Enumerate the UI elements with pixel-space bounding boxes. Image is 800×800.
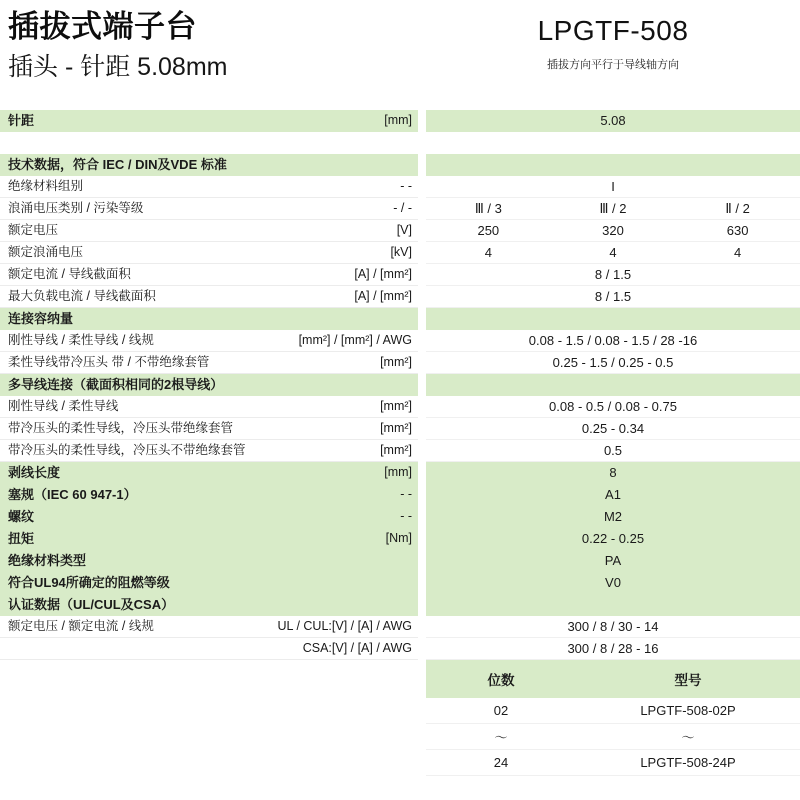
column-gap xyxy=(418,132,426,154)
spec-section-header xyxy=(0,550,800,572)
spec-value-cell xyxy=(426,550,800,572)
column-gap xyxy=(418,242,426,264)
spec-value-sub: Ⅲ / 2 xyxy=(599,200,627,216)
model-table-header-positions: 位数 xyxy=(487,673,515,688)
spec-value-sub: Ⅱ / 2 xyxy=(725,200,750,216)
spec-value-cell xyxy=(426,396,800,418)
page-subtitle: 插头 - 针距 5.08mm xyxy=(8,53,228,81)
spec-row xyxy=(0,264,800,286)
spec-value-cell xyxy=(426,110,800,132)
model-name-value: LPGTF-508-02P xyxy=(640,703,736,718)
spec-unit: CSA:[V] / [A] / AWG xyxy=(302,641,412,655)
spec-value-cell xyxy=(426,638,800,660)
spec-value: 300 / 8 / 30 - 14 xyxy=(567,618,659,634)
spec-label-cell xyxy=(0,462,418,484)
spec-value-cell xyxy=(426,594,800,616)
spec-value-sub: 250 xyxy=(477,222,500,238)
spec-value-cell xyxy=(426,484,800,506)
spec-spacer xyxy=(0,132,800,154)
column-gap xyxy=(418,484,426,506)
spec-value-cell xyxy=(426,440,800,462)
spec-value-cell xyxy=(426,220,800,242)
spec-unit: [mm] xyxy=(384,113,412,127)
spec-label-cell xyxy=(0,418,418,440)
spec-value-sub: 4 xyxy=(609,244,617,260)
spec-value-cell xyxy=(426,308,800,330)
spec-label: 扭矩 xyxy=(8,531,35,546)
column-gap xyxy=(418,462,426,484)
spec-unit: [mm²] / [mm²] / AWG xyxy=(298,333,412,347)
model-table-row xyxy=(426,724,800,750)
spec-value-cell xyxy=(426,286,800,308)
spec-unit: [mm] xyxy=(384,465,412,479)
spec-label: 符合UL94所确定的阻燃等级 xyxy=(8,575,170,590)
spec-label-cell xyxy=(0,440,418,462)
spec-label-cell xyxy=(0,242,418,264)
column-gap xyxy=(418,594,426,616)
spec-value-cell xyxy=(426,154,800,176)
spec-unit: UL / CUL:[V] / [A] / AWG xyxy=(277,619,412,633)
spec-value: 0.25 - 0.34 xyxy=(581,420,645,436)
spec-label-cell xyxy=(0,396,418,418)
spec-label: 认证数据（UL/CUL及CSA） xyxy=(8,597,175,612)
spec-label: 最大负载电流 / 导线截面积 xyxy=(8,289,156,303)
spec-value: V0 xyxy=(605,574,621,590)
page-title: 插拔式端子台 xyxy=(8,9,197,44)
spec-value-cell xyxy=(426,462,800,484)
spec-unit: [Nm] xyxy=(385,531,412,545)
spec-label: 连接容纳量 xyxy=(8,311,74,326)
model-table-header-model: 型号 xyxy=(674,673,702,688)
spec-value-sub: 320 xyxy=(602,222,624,238)
spec-value-cell xyxy=(426,506,800,528)
column-gap xyxy=(418,506,426,528)
spec-value-cell xyxy=(426,198,800,220)
spec-unit: [mm²] xyxy=(380,399,412,413)
spec-value: 8 / 1.5 xyxy=(594,266,632,282)
spec-value-sub: 4 xyxy=(734,244,742,260)
spec-value: 8 xyxy=(609,464,617,480)
column-gap xyxy=(418,110,426,132)
spec-label-cell xyxy=(0,550,418,572)
spec-label: 多导线连接（截面积相同的2根导线） xyxy=(8,377,224,392)
spec-label-cell xyxy=(0,528,418,550)
column-gap xyxy=(418,374,426,396)
spec-section-header xyxy=(0,528,800,550)
spec-row xyxy=(0,352,800,374)
spec-unit: [kV] xyxy=(390,245,412,259)
spec-value-cell xyxy=(426,374,800,396)
spec-label: 额定电流 / 导线截面积 xyxy=(8,267,131,281)
spec-value-cell xyxy=(426,132,800,154)
spec-label: 绝缘材料类型 xyxy=(8,553,87,568)
spec-label-cell xyxy=(0,264,418,286)
spec-row xyxy=(0,638,800,660)
spec-section-header xyxy=(0,374,800,396)
spec-label: 刚性导线 / 柔性导线 xyxy=(8,399,119,413)
model-note: 插拔方向平行于导线轴方向 xyxy=(547,59,679,71)
spec-row xyxy=(0,286,800,308)
spec-section-header xyxy=(0,110,800,132)
column-gap xyxy=(418,572,426,594)
spec-value-cell xyxy=(426,572,800,594)
column-gap xyxy=(418,616,426,638)
spec-label: 绝缘材料组别 xyxy=(8,179,84,193)
spec-label: 技术数据，符合 IEC / DIN及VDE 标准 xyxy=(8,157,227,172)
spec-row xyxy=(0,176,800,198)
spec-label: 柔性导线带冷压头 带 / 不带绝缘套管 xyxy=(8,355,210,369)
spec-label-cell xyxy=(0,330,418,352)
column-gap xyxy=(418,286,426,308)
spec-label-cell xyxy=(0,572,418,594)
spec-value: PA xyxy=(604,552,622,568)
column-gap xyxy=(418,352,426,374)
model-block xyxy=(426,8,800,74)
model-name-value: LPGTF-508-24P xyxy=(640,755,736,770)
spec-value-cell xyxy=(426,264,800,286)
spec-value: M2 xyxy=(603,508,623,524)
model-number: LPGTF-508 xyxy=(537,15,689,46)
spec-label-cell xyxy=(0,616,418,638)
spec-label: 刚性导线 / 柔性导线 / 线规 xyxy=(8,333,154,347)
column-gap xyxy=(418,198,426,220)
column-gap xyxy=(418,308,426,330)
column-gap xyxy=(418,440,426,462)
model-table-row xyxy=(426,750,800,776)
spec-label-cell xyxy=(0,176,418,198)
model-positions-value: 02 xyxy=(493,703,509,718)
spec-row xyxy=(0,396,800,418)
spec-value-sub: 4 xyxy=(484,244,492,260)
spec-unit: [A] / [mm²] xyxy=(354,289,412,303)
spec-section-header xyxy=(0,594,800,616)
spec-value-cell xyxy=(426,352,800,374)
spec-unit: [A] / [mm²] xyxy=(354,267,412,281)
spec-label: 额定电压 / 额定电流 / 线规 xyxy=(8,619,154,633)
spec-value: 0.08 - 1.5 / 0.08 - 1.5 / 28 -16 xyxy=(528,332,698,348)
spec-section-header xyxy=(0,506,800,528)
spec-value-cell xyxy=(426,176,800,198)
spec-unit: - - xyxy=(400,179,412,193)
spec-value-cell xyxy=(426,330,800,352)
column-gap xyxy=(418,528,426,550)
spec-label: 塞规（IEC 60 947-1） xyxy=(8,487,137,502)
spec-label-cell xyxy=(0,198,418,220)
spec-label-cell xyxy=(0,110,418,132)
spec-value: 0.5 xyxy=(603,442,623,458)
column-gap xyxy=(418,638,426,660)
spec-label-cell xyxy=(0,220,418,242)
model-table-header-row xyxy=(426,660,800,698)
spec-label-cell xyxy=(0,638,418,660)
spec-value-cell xyxy=(426,528,800,550)
spec-value: 0.08 - 0.5 / 0.08 - 0.75 xyxy=(549,398,677,414)
model-name-value: 〜 xyxy=(681,730,695,745)
spec-value-cell xyxy=(426,242,800,264)
spec-section-header xyxy=(0,484,800,506)
spec-value: 5.08 xyxy=(600,112,626,128)
spec-value-cell xyxy=(426,616,800,638)
spec-label: 额定浪涌电压 xyxy=(8,245,84,259)
document-header xyxy=(0,0,800,110)
spec-row xyxy=(0,242,800,264)
spec-label-cell xyxy=(0,374,418,396)
spec-unit: [V] xyxy=(396,223,412,237)
spec-value-sub: 630 xyxy=(726,222,749,238)
spec-value: 8 / 1.5 xyxy=(594,288,632,304)
spec-unit: - - xyxy=(400,509,412,523)
column-gap xyxy=(418,264,426,286)
spec-label-cell xyxy=(0,286,418,308)
spec-label: 针距 xyxy=(8,113,35,128)
model-table-row xyxy=(426,698,800,724)
spec-label: 带冷压头的柔性导线，冷压头不带绝缘套管 xyxy=(8,443,246,457)
model-number-table xyxy=(426,660,800,776)
column-gap xyxy=(418,550,426,572)
spec-value-cell xyxy=(426,418,800,440)
spec-label-cell xyxy=(0,352,418,374)
spec-section-header xyxy=(0,572,800,594)
spec-label-cell xyxy=(0,484,418,506)
spec-label: 剥线长度 xyxy=(8,465,61,480)
column-gap xyxy=(418,330,426,352)
spec-row xyxy=(0,220,800,242)
spec-value: I xyxy=(611,178,615,194)
spec-value-sub: Ⅲ / 3 xyxy=(474,200,502,216)
spec-label: 浪涌电压类别 / 污染等级 xyxy=(8,201,144,215)
spec-section-header xyxy=(0,462,800,484)
spec-label-cell xyxy=(0,132,418,154)
spec-row xyxy=(0,616,800,638)
spec-label: 带冷压头的柔性导线，冷压头带绝缘套管 xyxy=(8,421,234,435)
title-block xyxy=(8,8,227,84)
spec-row xyxy=(0,330,800,352)
spec-label-cell xyxy=(0,154,418,176)
spec-unit: [mm²] xyxy=(380,443,412,457)
column-gap xyxy=(418,396,426,418)
model-positions-value: 24 xyxy=(493,755,509,770)
column-gap xyxy=(418,220,426,242)
spec-label-cell xyxy=(0,506,418,528)
spec-row xyxy=(0,418,800,440)
spec-value: 0.22 - 0.25 xyxy=(581,530,645,546)
spec-section-header xyxy=(0,154,800,176)
spec-value: A1 xyxy=(605,486,621,502)
spec-row xyxy=(0,440,800,462)
spec-label: 螺纹 xyxy=(8,509,35,524)
spec-label: 额定电压 xyxy=(8,223,59,237)
spec-label-cell xyxy=(0,594,418,616)
spec-section-header xyxy=(0,308,800,330)
spec-row xyxy=(0,198,800,220)
spec-unit: - - xyxy=(400,487,412,501)
spec-unit: - / - xyxy=(393,201,412,215)
column-gap xyxy=(418,176,426,198)
specification-table xyxy=(0,110,800,660)
column-gap xyxy=(418,418,426,440)
model-positions-value: 〜 xyxy=(494,730,508,745)
spec-value: 300 / 8 / 28 - 16 xyxy=(567,640,659,656)
column-gap xyxy=(418,154,426,176)
spec-label-cell xyxy=(0,308,418,330)
spec-unit: [mm²] xyxy=(380,355,412,369)
spec-unit: [mm²] xyxy=(380,421,412,435)
spec-value: 0.25 - 1.5 / 0.25 - 0.5 xyxy=(552,354,674,370)
